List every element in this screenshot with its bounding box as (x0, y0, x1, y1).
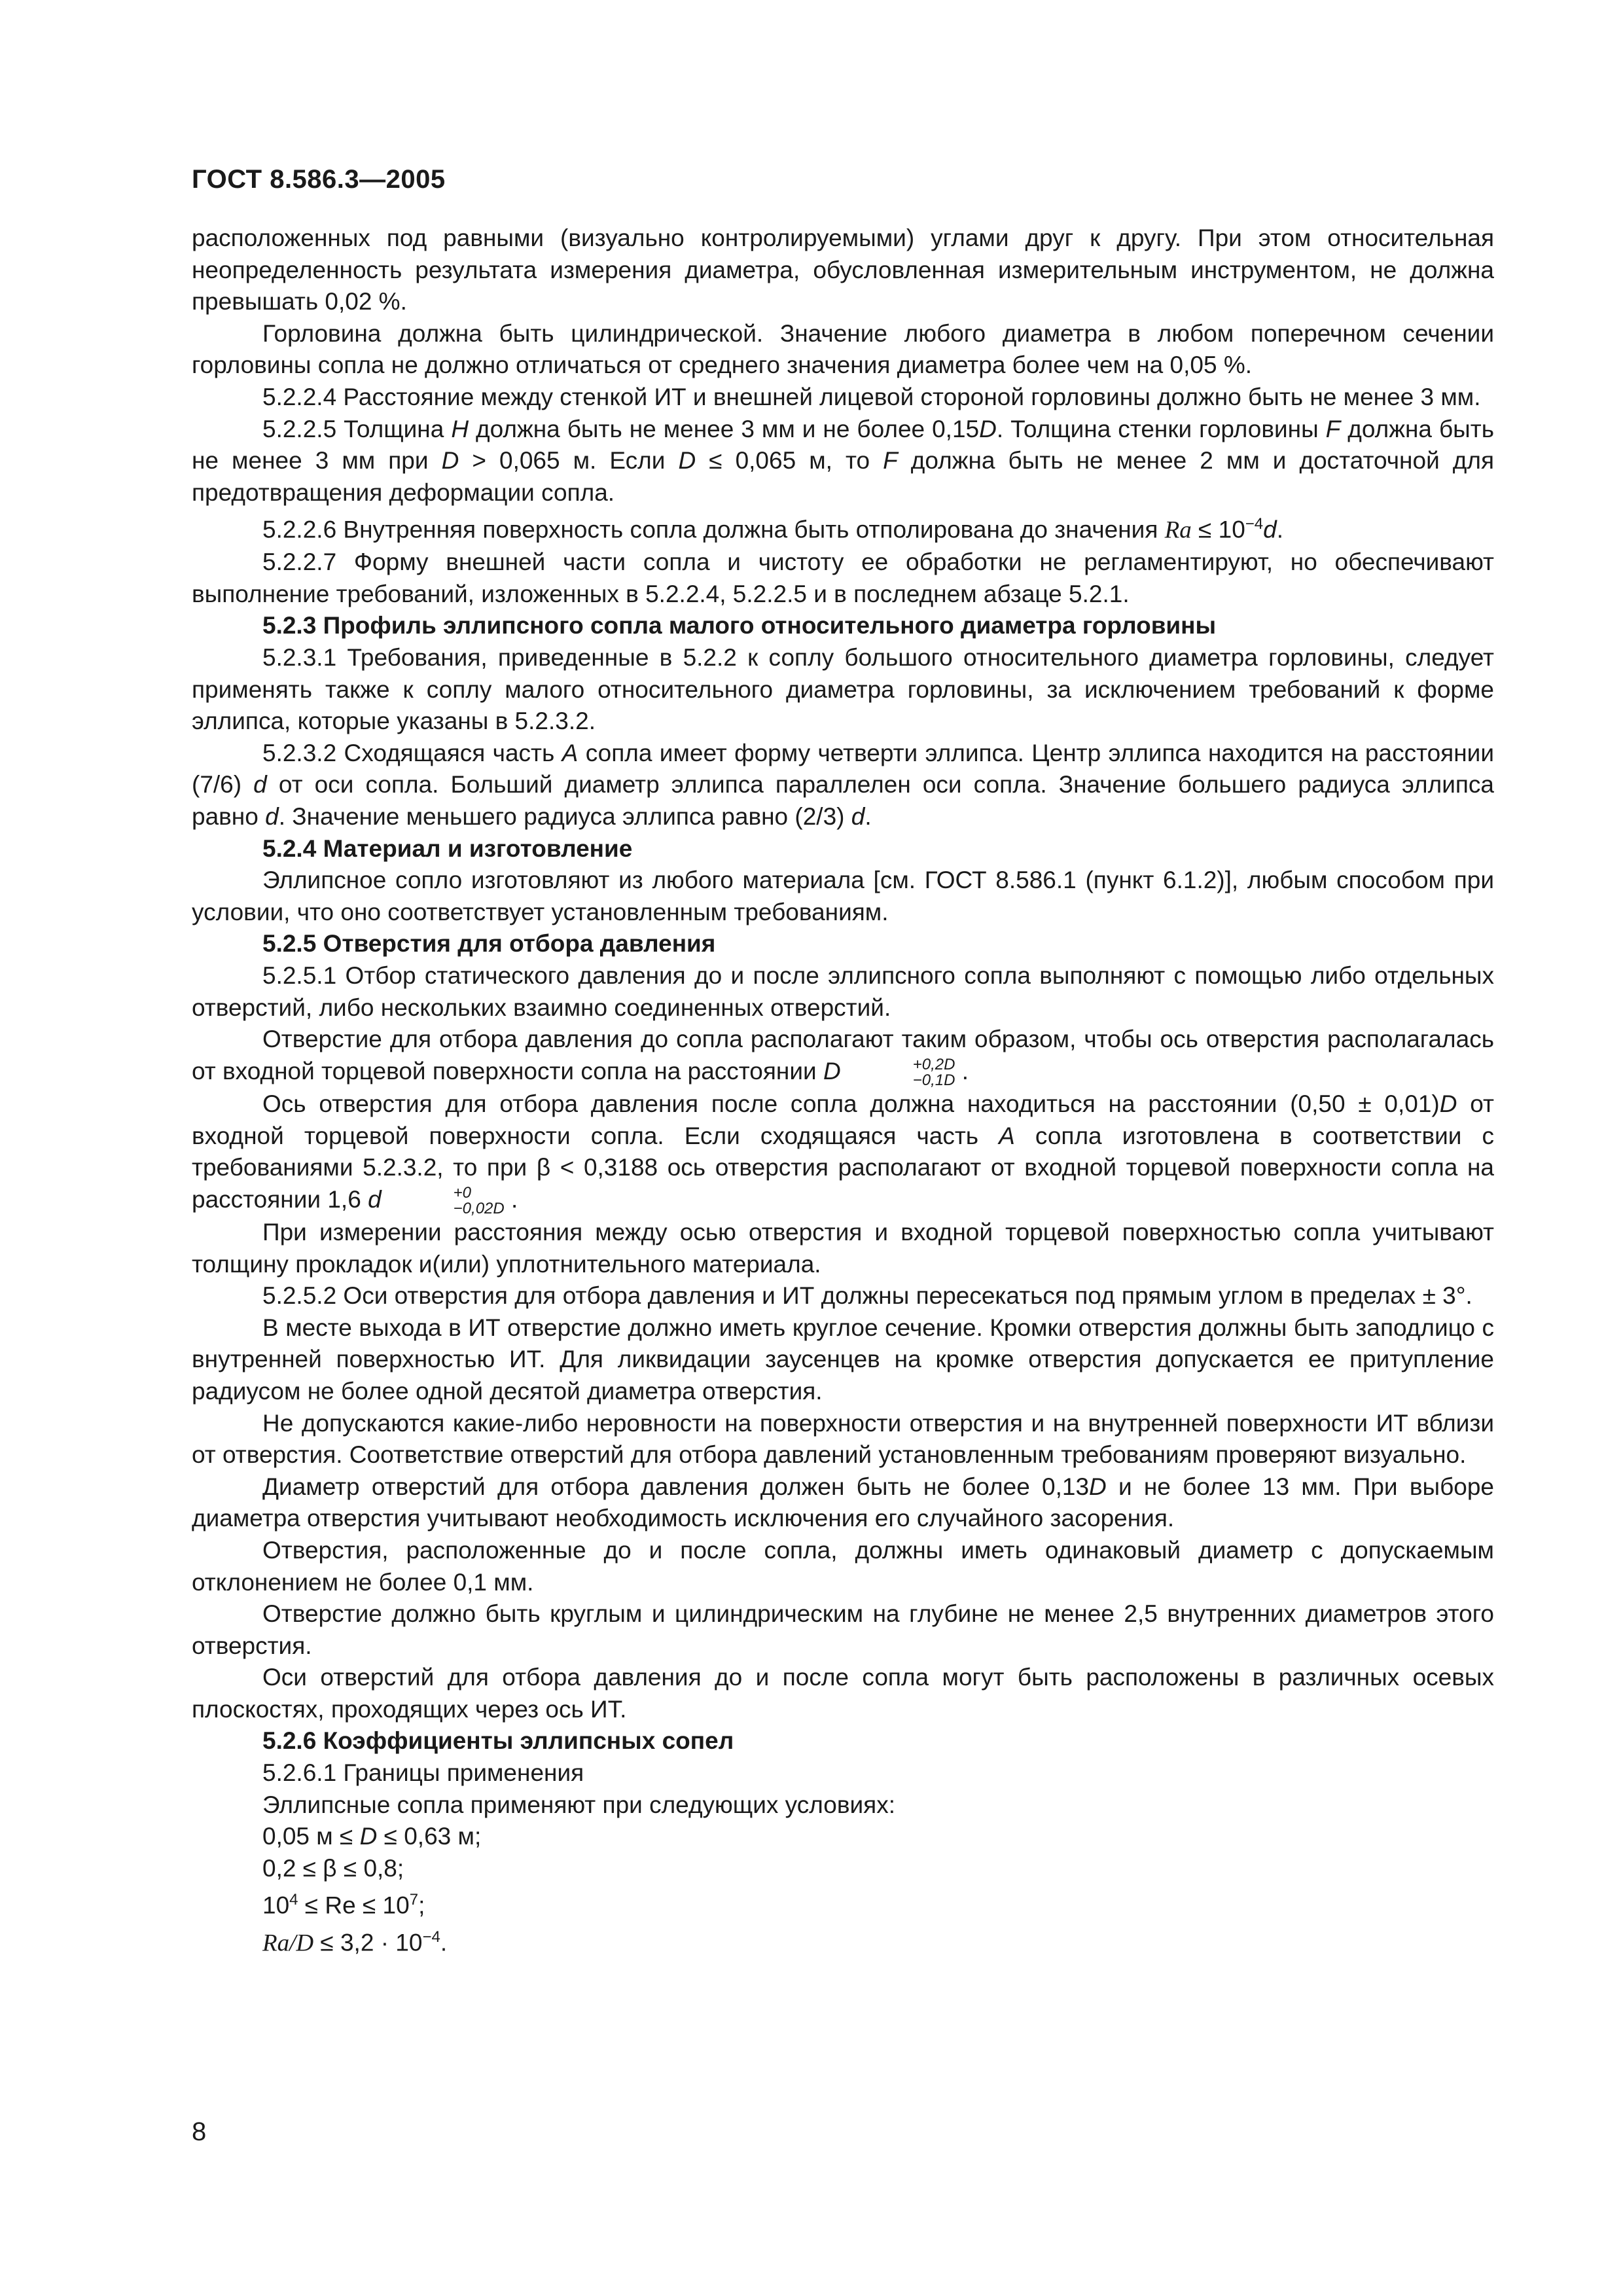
page-number: 8 (192, 2117, 207, 2146)
paragraph-5-2-2-5: 5.2.2.5 Толщина H должна быть не менее 3 мм и не более 0,15D. Толщина стенки горловины F должна быть не менее 3 мм при D > 0,065 м. Если D ≤ 0,065 м, то F должна быть не менее 2 мм и достаточной для предотвращения деформации сопла. (192, 415, 1494, 506)
paragraph-cylindrical-depth: Отверстие должно быть круглым и цилиндрическим на глубине не менее 2,5 внутренних диаметров этого отверстия. (192, 1600, 1494, 1659)
heading-5-2-6: 5.2.6 Коэффициенты эллипсных сопел (262, 1727, 734, 1755)
condition-roughness: $Ra/D \le 3,2 \cdot 10^{-4}$. (262, 1928, 448, 1957)
paragraph-5-2-5-1: 5.2.5.1 Отбор статического давления до и после эллипсного сопла выполняют с помощью либо отдельных отверстий, либо нескольких взаимно соединенных отверстий. (192, 961, 1494, 1021)
paragraph-conditions-intro: Эллипсные сопла применяют при следующих условиях: (262, 1791, 895, 1818)
tolerance-stack: +0,2D −0,1D (912, 1055, 955, 1089)
paragraph-gasket: При измерении расстояния между осью отверстия и входной торцевой поверхностью сопла учитывают толщину прокладок и(или) уплотнительного материала. (192, 1218, 1494, 1278)
heading-5-2-4: 5.2.4 Материал и изготовление (262, 834, 633, 862)
heading-5-2-3: 5.2.3 Профиль эллипсного сопла малого относительного диаметра горловины (262, 612, 1217, 639)
tolerance-stack: +0 −0,02D (453, 1183, 505, 1217)
paragraph-5-2-2-7: 5.2.2.7 Форму внешней части сопла и чистоту ее обработки не регламентируют, но обеспечивают выполнение требований, изложенных в 5.2.2.4, 5.2.2.5 и в последнем абзаце 5.2.1. (192, 548, 1494, 607)
heading-5-2-5: 5.2.5 Отверстия для отбора давления (262, 930, 716, 958)
condition-beta: 0,2 ≤ β ≤ 0,8; (262, 1854, 404, 1882)
paragraph-5-2-3-1: 5.2.3.1 Требования, приведенные в 5.2.2 к соплу большого относительного диаметра горловины, следует применять также к соплу малого относительного диаметра горловины, за исключением требований к форме эллипса, которые указаны в 5.2.3.2. (192, 644, 1494, 735)
paragraph-irregularities: Не допускаются какие-либо неровности на поверхности отверстия и на внутренней поверхности ИТ вблизи от отверстия. Соответствие отверстий для отбора давлений установленным требованиям проверяют визуально. (192, 1409, 1494, 1469)
paragraph-5-2-6-1: 5.2.6.1 Границы применения (262, 1759, 584, 1787)
document-body (192, 223, 1494, 1960)
condition-reynolds: $10^4 \le Re \le 10^7$; (262, 1891, 425, 1919)
document-header: ГОСТ 8.586.3—2005 (192, 165, 446, 194)
paragraph-throat-cylindrical: Горловина должна быть цилиндрической. Значение любого диаметра в любом поперечном сечении горловины сопла не должно отличаться от среднего значения диаметра более чем на 0,05 %. (192, 319, 1494, 379)
paragraph-5-2-3-2: 5.2.3.2 Сходящаяся часть A сопла имеет форму четверти эллипса. Центр эллипса находится на расстоянии (7/6) d от оси сопла. Больший диаметр эллипса параллелен оси сопла. Значение большего радиуса эллипса равно d. Значение меньшего радиуса эллипса равно (2/3) d. (192, 739, 1494, 831)
paragraph-upstream-tap: Отверстие для отбора давления до сопла располагают таким образом, чтобы ось отверстия располагалась от входной торцевой поверхности сопла на расстоянии D +0,2D −0,1D . (192, 1026, 1494, 1089)
paragraph-hole-edges: В месте выхода в ИТ отверстие должно иметь круглое сечение. Кромки отверстия должны быть заподлицо с внутренней поверхностью ИТ. Для ликвидации заусенцев на кромке отверстия допускается ее притупление радиусом не более одной десятой диаметра отверстия. (192, 1314, 1494, 1405)
paragraph-axial-planes: Оси отверстий для отбора давления до и после сопла могут быть расположены в различных осевых плоскостях, проходящих через ось ИТ. (192, 1664, 1494, 1723)
paragraph-5-2-2-6: 5.2.2.6 Внутренняя поверхность сопла должна быть отполирована до значения $Ra \le 10^{-4}d$. (262, 515, 1284, 544)
paragraph-hole-diameter: Диаметр отверстий для отбора давления должен быть не более 0,13D и не более 13 мм. При выборе диаметра отверстия учитывают необходимость исключения его случайного засорения. (192, 1473, 1494, 1532)
paragraph-continuation: расположенных под равными (визуально контролируемыми) углами друг к другу. При этом относительная неопределенность результата измерения диаметра, обусловленная измерительным инструментом, не должна превышать 0,02 %. (192, 224, 1494, 315)
paragraph-same-diameter: Отверстия, расположенные до и после сопла, должны иметь одинаковый диаметр с допускаемым отклонением не более 0,1 мм. (192, 1536, 1494, 1596)
condition-diameter: 0,05 м ≤ D ≤ 0,63 м; (262, 1823, 482, 1850)
paragraph-5-2-2-4: 5.2.2.4 Расстояние между стенкой ИТ и внешней лицевой стороной горловины должно быть не менее 3 мм. (262, 383, 1481, 410)
paragraph-downstream-tap: Ось отверстия для отбора давления после сопла должна находиться на расстоянии (0,50 ± 0,01)D от входной торцевой поверхности сопла. Если сходящаяся часть A сопла изготовлена в соответствии с требованиями 5.2.3.2, то при β < 0,3188 ось отверстия располагают от входной торцевой поверхности сопла на расстоянии 1,6 d +0 −0,02D . (192, 1090, 1495, 1217)
paragraph-material: Эллипсное сопло изготовляют из любого материала [см. ГОСТ 8.586.1 (пункт 6.1.2)], любым способом при условии, что оно соответствует установленным требованиям. (192, 867, 1494, 925)
paragraph-5-2-5-2: 5.2.5.2 Оси отверстия для отбора давления и ИТ должны пересекаться под прямым углом в пределах ± 3°. (262, 1282, 1472, 1310)
